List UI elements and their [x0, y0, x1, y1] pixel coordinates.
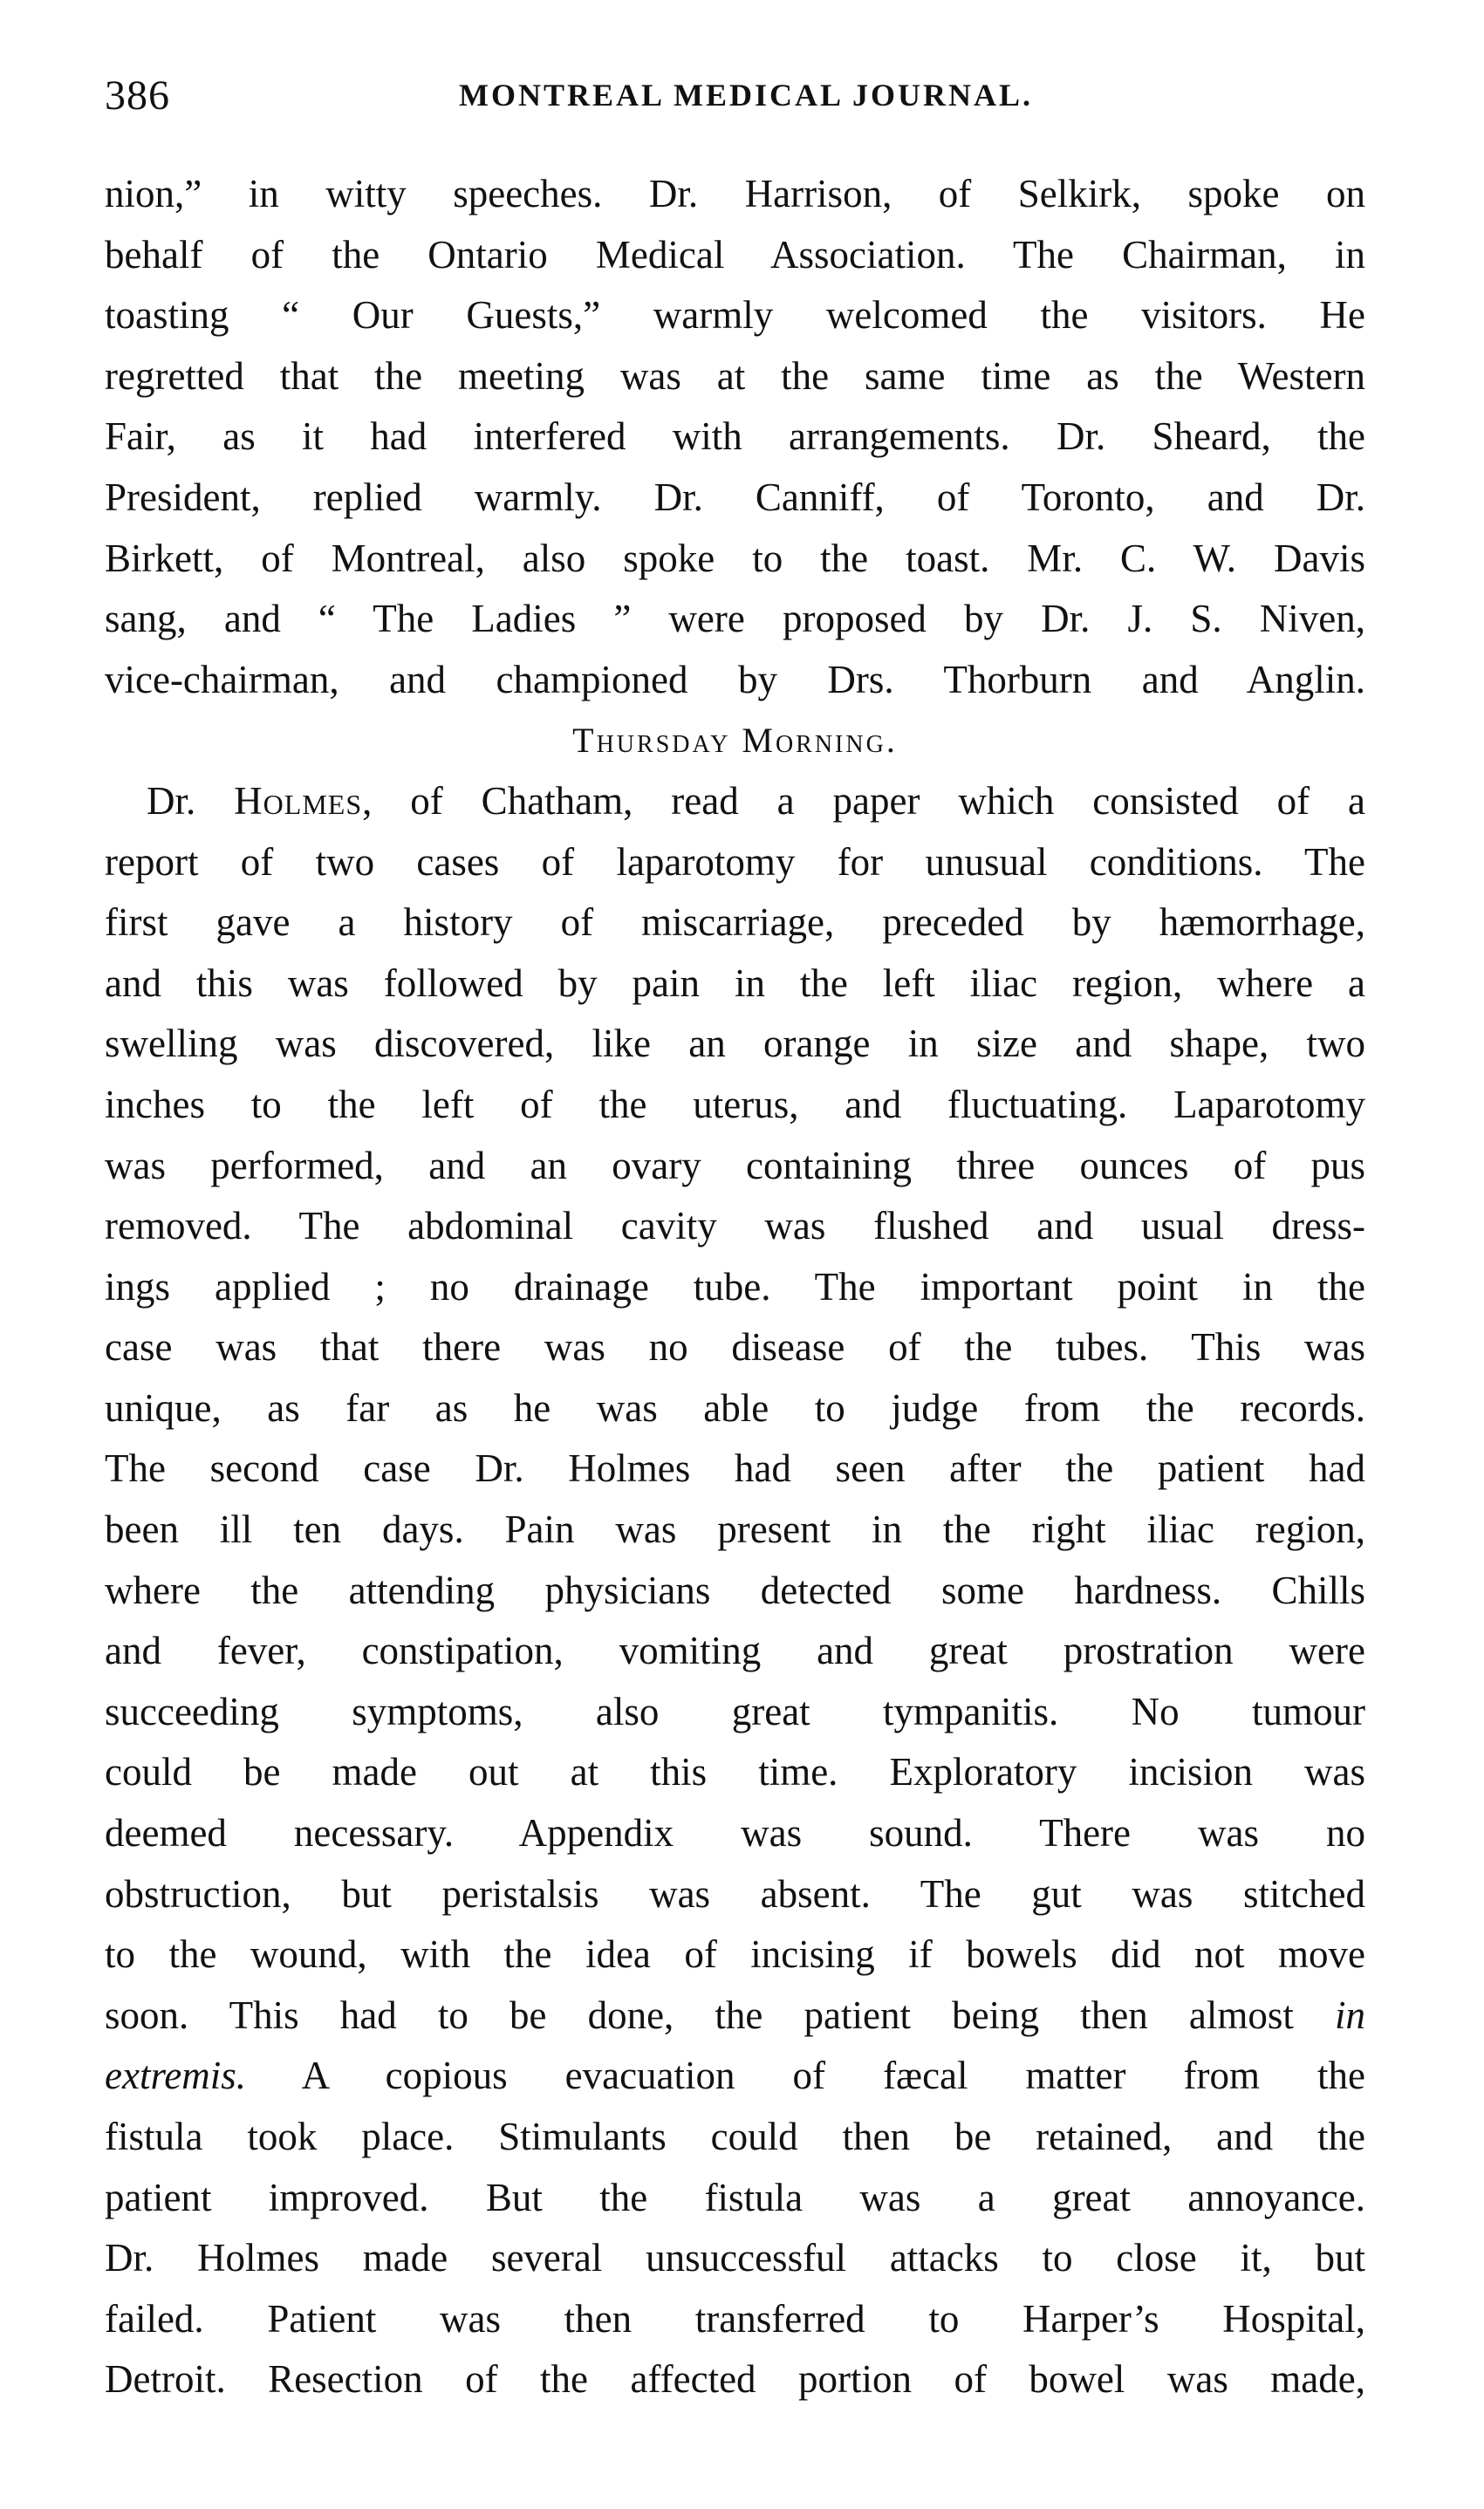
text-line: failed. Patient was then transferred to Harper’s Hospital,: [105, 2296, 1365, 2341]
section-heading: Thursday Morning.: [572, 721, 898, 761]
speaker-name: Holmes: [234, 778, 363, 823]
text-line: Fair, as it had interfered with arrangements. Dr. Sheard, the: [105, 414, 1365, 459]
text-line: to the wound, with the idea of incising if bowels did not move: [105, 1932, 1365, 1977]
text-line: removed. The abdominal cavity was flushed and usual dress-: [105, 1204, 1365, 1248]
text-line: unique, as far as he was able to judge from the records.: [105, 1385, 1365, 1430]
text-line: vice-chairman, and championed by Drs. Thorburn and Anglin.: [105, 657, 1365, 701]
text-span: soon. This had to be done, the patient being then almost: [105, 1993, 1294, 2037]
text-line: could be made out at this time. Exploratory incision was: [105, 1750, 1365, 1795]
text-line: inches to the left of the uterus, and fluctuating. Laparotomy: [105, 1082, 1365, 1126]
text-span: , of Chatham, read a paper which consisted of a: [362, 778, 1366, 823]
text-line: first gave a history of miscarriage, preceded by hæmorrhage,: [105, 900, 1365, 945]
italic-text: extremis.: [105, 2054, 247, 2098]
text-line: toasting “ Our Guests,” warmly welcomed the visitors. He: [105, 293, 1365, 338]
text-line: behalf of the Ontario Medical Association. The Chairman, in: [105, 232, 1365, 277]
text-line: obstruction, but peristalsis was absent. The gut was stitched: [105, 1871, 1365, 1916]
text-span: Dr.: [147, 778, 196, 823]
text-line: fistula took place. Stimulants could then be retained, and the: [105, 2115, 1365, 2158]
text-line: The second case Dr. Holmes had seen after the patient had: [105, 1446, 1365, 1491]
text-line: patient improved. But the fistula was a great annoyance.: [105, 2175, 1365, 2219]
page-header: [105, 72, 1387, 141]
text-line: deemed necessary. Appendix was sound. There was no: [105, 1811, 1365, 1856]
text-line: report of two cases of laparotomy for unusual conditions. The: [105, 839, 1365, 884]
text-line: where the attending physicians detected some hardness. Chills: [105, 1568, 1365, 1612]
text-line: regretted that the meeting was at the same time as the Western: [105, 353, 1365, 398]
running-head: MONTREAL MEDICAL JOURNAL.: [458, 78, 1034, 113]
text-line: [105, 2046, 1365, 2107]
text-line: and this was followed by pain in the left iliac region, where a: [105, 961, 1365, 1005]
text-line: sang, and “ The Ladies ” were proposed by Dr. J. S. Niven,: [105, 597, 1365, 641]
page-number: 386: [105, 72, 170, 119]
text-line: Birkett, of Montreal, also spoke to the toast. Mr. C. W. Davis: [105, 536, 1365, 580]
text-line: Detroit. Resection of the affected portion of bowel was made,: [105, 2357, 1365, 2402]
text-line: nion,” in witty speeches. Dr. Harrison, of Selkirk, spoke on: [105, 172, 1365, 215]
text-line: swelling was discovered, like an orange in size and shape, two: [105, 1022, 1365, 1066]
text-line: succeeding symptoms, also great tympanitis. No tumour: [105, 1689, 1365, 1733]
italic-text: in: [1335, 1993, 1366, 2037]
text-line: was performed, and an ovary containing three ounces of pus: [105, 1143, 1365, 1187]
text-line: case was that there was no disease of the tubes. This was: [105, 1325, 1365, 1370]
text-line: and fever, constipation, vomiting and great prostration were: [105, 1629, 1365, 1673]
text-span: A copious evacuation of fæcal matter from the: [301, 2054, 1365, 2098]
text-line: been ill ten days. Pain was present in the right iliac region,: [105, 1507, 1365, 1552]
text-line: [105, 771, 1365, 832]
text-line: Dr. Holmes made several unsuccessful attacks to close it, but: [105, 2236, 1365, 2280]
text-line: [105, 1986, 1365, 2047]
text-line: ings applied ; no drainage tube. The important point in the: [105, 1264, 1365, 1309]
article-body: [105, 164, 1365, 2410]
text-line: President, replied warmly. Dr. Canniff, of Toronto, and Dr.: [105, 475, 1365, 519]
